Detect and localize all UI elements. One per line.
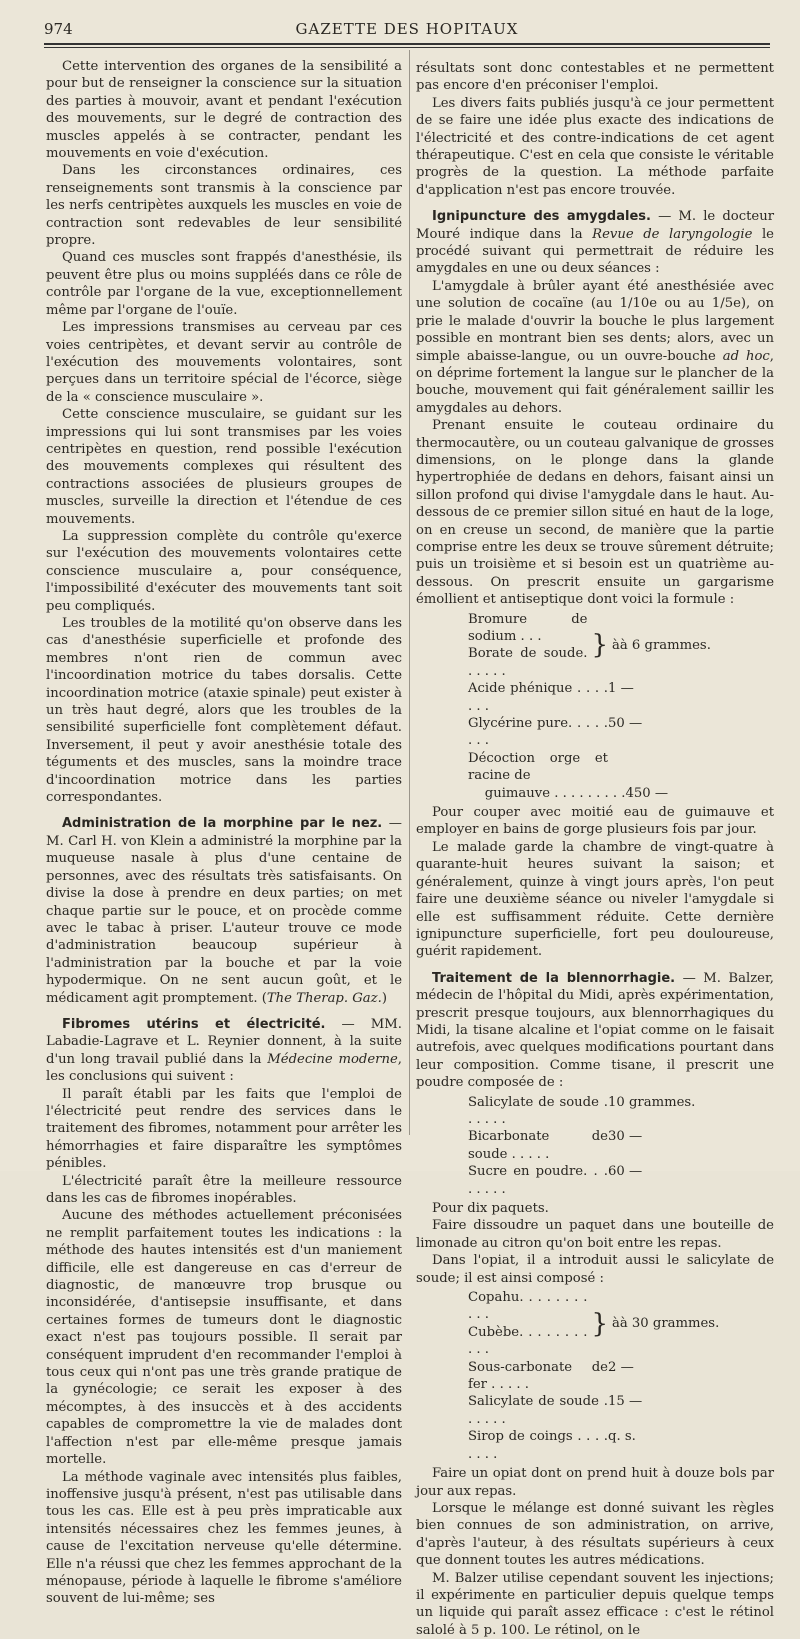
formula-brace-group [468,611,738,681]
formula-row: Sirop de coings . . . . . . . . q. s. [468,1429,636,1462]
paragraph: Pour couper avec moitié eau de guimauve et employer en bains de gorge plusieurs fois par jour. [416,805,774,838]
page-header [44,18,770,42]
paragraph: Faire dissoudre un paquet dans une bouteille de limonade au citron qu'on boit entre les repas. [416,1218,774,1251]
formula-item: Borate de soude. . . . . . [468,646,588,679]
formula-quantity: àà 6 grammes. [612,637,711,653]
formula-row: Bicarbonate de soude . . . . . 30 — [468,1129,643,1162]
paragraph: Prenant ensuite le couteau ordinaire du thermocautère, ou un couteau galvanique de grosses dimensions, on le plonge dans la glande hypertrophiée de dedans en dehors, faisant ainsi un sillon profond qui divise l'amygdale dans le haut. Au-dessous de ce premier sillon situé en haut de la loge, on en creuse un second, de manière que la partie comprise entre les deux se trouve sûrement détruite; puis un troisième et si besoin est un quatrième au-dessous. On prescrit ensuite un gargarisme émollient et antiseptique dont voici la formule : [416,418,774,608]
paragraph: Pour dix paquets. [432,1201,549,1216]
paragraph: Les impressions transmises au cerveau par ces voies centripètes, et devant servir au contrôle de l'exécution des mouvements volontaires, sont perçues dans un territoire spécial de l'écorce, siège de la « conscience musculaire ». [46,320,402,405]
page-number: 974 [44,20,73,38]
left-column [46,58,402,1608]
formula-row: Sucre en poudre. . . . . . . . 60 — [468,1164,643,1197]
journal-name: Médecine moderne [267,1051,398,1067]
formula-row: Acide phénique . . . . . . . 1 — [468,681,634,714]
formula-item: Copahu. . . . . . . . . . . [468,1290,588,1323]
paragraph: Quand ces muscles sont frappés d'anesthésie, ils peuvent être plus ou moins suppléés dans ce rôle de contrôle par l'organe de la vue, exceptionnellement même par l'organe de l'ouïe. [46,250,402,318]
gargle-formula [468,611,738,802]
tisane-formula [468,1094,738,1198]
journal-name: Revue de laryngologie [592,226,753,242]
opiat-formula [468,1289,738,1463]
paragraph: M. Balzer utilise cependant souvent les injections; il expérimente en particulier depuis quelque temps un liquide qui paraît assez efficace : c'est le rétinol salolé à 5 p. 100. Le rétinol, on le [416,1570,774,1638]
paragraph: Les divers faits publiés jusqu'à ce jour permettent de se faire une idée plus exacte des indications de l'électricité et des contre-indications de cet agent thérapeutique. C'est en cela que consiste le véritable progrès de la question. La méthode parfaite d'application n'est pas encore trouvée. [416,95,774,198]
header-rule-thin [44,47,770,48]
paragraph: Les troubles de la motilité qu'on observe dans les cas d'anesthésie superficielle et profonde des membres n'ont rien de commun avec l'incoordination motrice du tabes dorsalis. Cette incoordination motrice (ataxie spinale) peut exister à un très haut degré, alors que les troubles de la sensibilité superficielle font complètement défaut. Inversement, il peut y avoir anesthésie totale des téguments et des muscles, sans la moindre trace d'incoordination motrice dans les parties correspondantes. [46,616,402,806]
formula-quantity: àà 30 grammes. [612,1316,720,1332]
paragraph: La suppression complète du contrôle qu'exerce sur l'exécution des mouvements volontaires cette conscience musculaire a, pour conséquence, l'impossibilité d'exécuter des mouvements tant soit peu compliqués. [46,528,402,614]
article-blennorrhagie: Traitement de la blennorrhagie. — M. Balzer, médecin de l'hôpital du Midi, après expérimentation, prescrit presque toujours, aux blennorrhagiques du Midi, la tisane alcaline et l'opiat comme on le faisait autrefois, avec quelques modifications pourtant dans leur composition. Comme tisane, il prescrit une poudre composée de : [416,970,774,1091]
paragraph: Faire un opiat dont on prend huit à douze bols par jour aux repas. [416,1466,774,1499]
section-title: Traitement de la blennorrhagie. [432,970,676,986]
header-rule-thick [44,43,770,45]
formula-row: Salicylate de soude . . . . . . 10 grammes. [468,1094,696,1127]
brace-symbol: } [591,1308,608,1339]
right-column [416,60,774,1639]
paragraph: L'électricité paraît être la meilleure ressource dans les cas de fibromes inopérables. [46,1173,402,1206]
formula-row: Sous-carbonate de fer . . . . . 2 — [468,1359,634,1393]
paragraph: Le malade garde la chambre de vingt-quatre à quarante-huit heures suivant la saison; et généralement, quinze à vingt jours après, l'on peut faire une deuxième séance ou niveler l'amygdale si elle est suffisamment réduite. Cette dernière ignipuncture superficielle, fort peu douloureuse, guérit rapidement. [416,839,774,960]
citation: The Therap. Gaz. [266,990,382,1006]
section-title: Fibromes utérins et électricité. [62,1016,326,1032]
formula-row: Glycérine pure. . . . . . . . 50 — [468,716,643,749]
formula-row: guimauve . . . . . . . . . 450 — [468,785,669,801]
paragraph: Dans les circonstances ordinaires, ces renseignements sont transmis à la conscience par les nerfs centripètes auxquels les muscles en voie de contraction sont redevables de leur sensibilité propre. [46,163,402,249]
section-title: Ignipuncture des amygdales. [432,209,651,225]
formula-brace-group [468,1289,738,1359]
paragraph: résultats sont donc contestables et ne permettent pas encore d'en préconiser l'emploi. [416,61,774,94]
formula-row: Décoction orge et racine de [468,750,608,784]
article-morphine: Administration de la morphine par le nez. — M. Carl H. von Klein a administré la morphine par la muqueuse nasale à plus d'une centaine de personnes, avec des résultats très satisfaisants. On divise la dose à prendre en deux parties; on met chaque partie sur le pouce, et on procède comme avec le tabac à priser. L'auteur trouve ce mode d'administration beaucoup supérieur à l'administration par la bouche et par la voie hypodermique. On ne sent aucun goût, et le médicament agit promptement. (The Therap. Gaz.) [46,816,402,1006]
journal-title: GAZETTE DES HOPITAUX [295,20,519,38]
formula-row: Salicylate de soude . . . . . . 15 — [468,1394,643,1427]
article-ignipuncture: Ignipuncture des amygdales. — M. le docteur Mouré indique dans la Revue de laryngologie le procédé suivant qui permettrait de réduire les amygdales en une ou deux séances : [416,209,774,277]
brace-symbol: } [591,630,608,661]
paragraph: Lorsque le mélange est donné suivant les règles bien connues de son administration, on arrive, d'après l'auteur, à des résultats supérieurs à ceux que donnent toutes les autres médications. [416,1500,774,1569]
paragraph: Aucune des méthodes actuellement préconisées ne remplit parfaitement toutes les indications : la méthode des hautes intensités est d'un maniement difficile, elle est dangereuse en cas d'erreur de diagnostic, de manœuvre trop brusque ou inconsidérée, d'antisepsie insuffisante, et dans certaines formes de tumeurs dont le diagnostic exact n'est pas toujours possible. Il serait par conséquent imprudent d'en recommander l'emploi à tous ceux qui n'ont pas une très grande pratique de la gynécologie; ce serait les exposer à des mécomptes, à des insuccès et à des accidents capables de compromettre la vie de malades dont l'affection n'est par elle-même presque jamais mortelle. [46,1208,402,1468]
formula-item: Bromure de sodium . . . [468,611,588,644]
paragraph: Cette conscience musculaire, se guidant sur les impressions qui lui sont transmises par les voies centripètes en question, rend possible l'exécution des mouvements complexes qui résultent des contractions associées de plusieurs groupes de muscles, surveille la direction et l'étendue de ces mouvements. [46,407,402,527]
paragraph: Il paraît établi par les faits que l'emploi de l'électricité peut rendre des services dans le traitement des fibromes, notamment pour arrêter les hémorrhagies et faire disparaître les symptômes pénibles. [46,1086,402,1172]
column-divider [409,50,410,1135]
paragraph: L'amygdale à brûler ayant été anesthésiée avec une solution de cocaïne (au 1/10e ou au 1/5e), on prie le malade d'ouvrir la bouche le plus largement possible en montrant bien ses dents; alors, avec un simple abaisse-langue, ou un ouvre-bouche ad hoc, on déprime fortement la langue sur le plancher de la bouche, mouvement qui fait généralement saillir les amygdales au dehors. [416,278,774,416]
section-title: Administration de la morphine par le nez. [62,816,383,832]
article-fibromes: Fibromes utérins et électricité. — MM. Labadie-Lagrave et L. Reynier donnent, à la suite d'un long travail publié dans la Médecine moderne, les conclusions qui suivent : [46,1016,402,1085]
formula-item: Cubèbe. . . . . . . . . . . [468,1324,588,1358]
paragraph: Dans l'opiat, il a introduit aussi le salicylate de soude; il est ainsi composé : [416,1253,774,1286]
paragraph: Cette intervention des organes de la sensibilité a pour but de renseigner la conscience sur la situation des parties à mouvoir, avant et pendant l'exécution des mouvements, sur le degré de contraction des muscles appelés à se contracter, pendant les mouvements en voie d'exécution. [46,59,402,162]
paragraph: La méthode vaginale avec intensités plus faibles, inoffensive jusqu'à présent, n'est pas utilisable dans tous les cas. Elle est à peu près impraticable aux intensités nécessaires chez les femmes jeunes, à cause de l'excitation nerveuse qu'elle détermine. Elle n'a réussi que chez les femmes approchant de la ménopause, période à laquelle le fibrome s'améliore souvent de lui-même; ses [46,1469,402,1607]
